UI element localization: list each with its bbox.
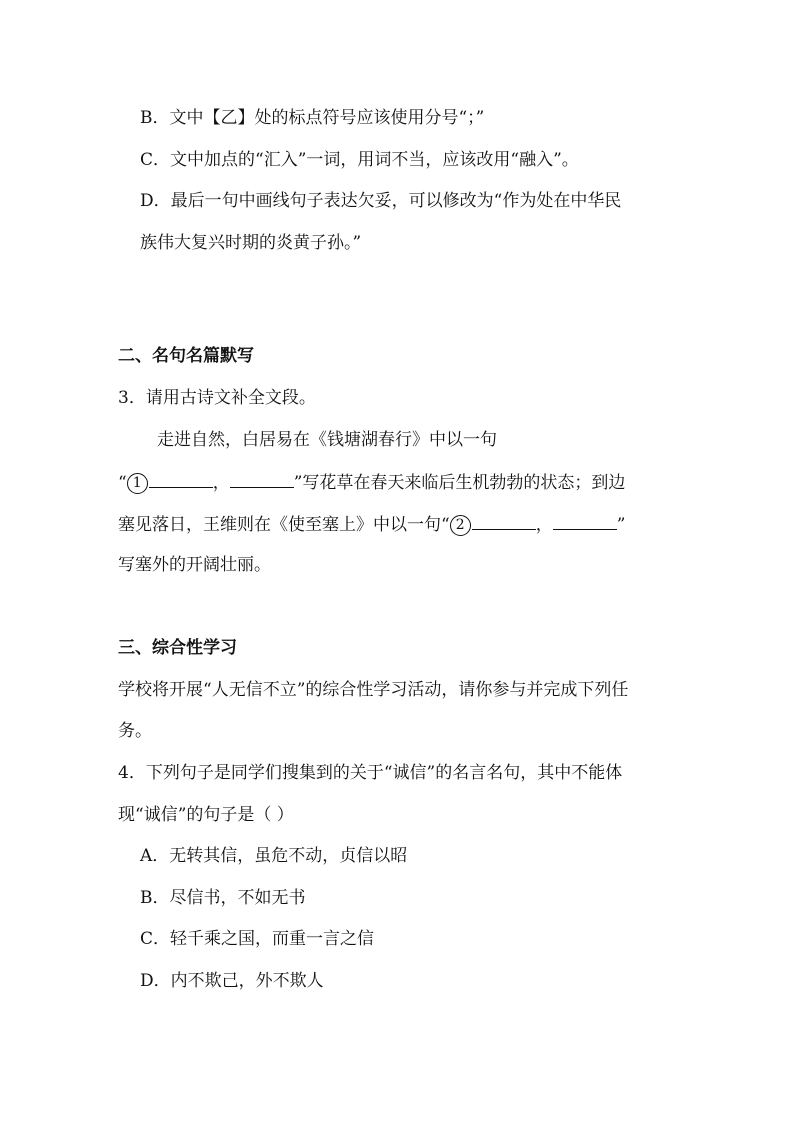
q4-option-c[interactable]: C．轻千乘之国，而重一言之信 — [140, 929, 375, 949]
q4-option-d[interactable]: D．内不欺己，外不欺人 — [140, 971, 324, 991]
close-quote: ” — [616, 515, 626, 535]
open-quote: “ — [118, 473, 127, 493]
blank-separator-comma: ， — [212, 473, 230, 493]
blank-separator-comma: ， — [535, 515, 553, 535]
fill-blank-1b[interactable] — [230, 470, 294, 488]
q2-option-c: C．文中加点的“汇入”一词，用词不当，应该改用“融入”。 — [140, 150, 579, 170]
blank-number-1: 1 — [127, 473, 148, 494]
section2-heading: 二、名句名篇默写 — [118, 346, 254, 366]
fill-blank-2b[interactable] — [553, 512, 617, 530]
q3-paragraph-line2-rest: ”写花草在春天来临后生机勃勃的状态；到边 — [293, 473, 626, 493]
q4-option-a[interactable]: A．无转其信，虽危不动，贞信以昭 — [140, 846, 408, 866]
q2-option-d-line2: 族伟大复兴时期的炎黄子孙。” — [140, 233, 362, 253]
q3-paragraph-line3-start: 塞见落日，王维则在《使至塞上》中以一句“ — [118, 515, 450, 535]
q3-paragraph-line4: 写塞外的开阔壮丽。 — [118, 555, 271, 575]
q4-stem-line1: 4．下列句子是同学们搜集到的关于“诚信”的名言名句，其中不能体 — [118, 763, 623, 783]
q3-paragraph-line2 — [118, 470, 625, 494]
fill-blank-2a[interactable] — [472, 512, 536, 530]
section3-intro-line2: 务。 — [118, 721, 152, 741]
q3-paragraph-line1: 走进自然，白居易在《钱塘湖春行》中以一句 — [157, 430, 497, 450]
blank-number-2: 2 — [450, 515, 471, 536]
section3-intro-line1: 学校将开展“人无信不立”的综合性学习活动，请你参与并完成下列任 — [118, 680, 629, 700]
section3-heading: 三、综合性学习 — [118, 638, 237, 658]
q4-stem-line2: 现“诚信”的句子是（ ） — [118, 805, 294, 825]
q4-option-b[interactable]: B．尽信书，不如无书 — [140, 888, 306, 908]
q3-paragraph-line3 — [118, 512, 625, 536]
q2-option-b: B．文中【乙】处的标点符号应该使用分号“；” — [140, 108, 485, 128]
q3-title: 3．请用古诗文补全文段。 — [118, 388, 316, 408]
q2-option-d-line1: D．最后一句中画线句子表达欠妥，可以修改为“作为处在中华民 — [140, 191, 622, 211]
fill-blank-1a[interactable] — [149, 470, 213, 488]
